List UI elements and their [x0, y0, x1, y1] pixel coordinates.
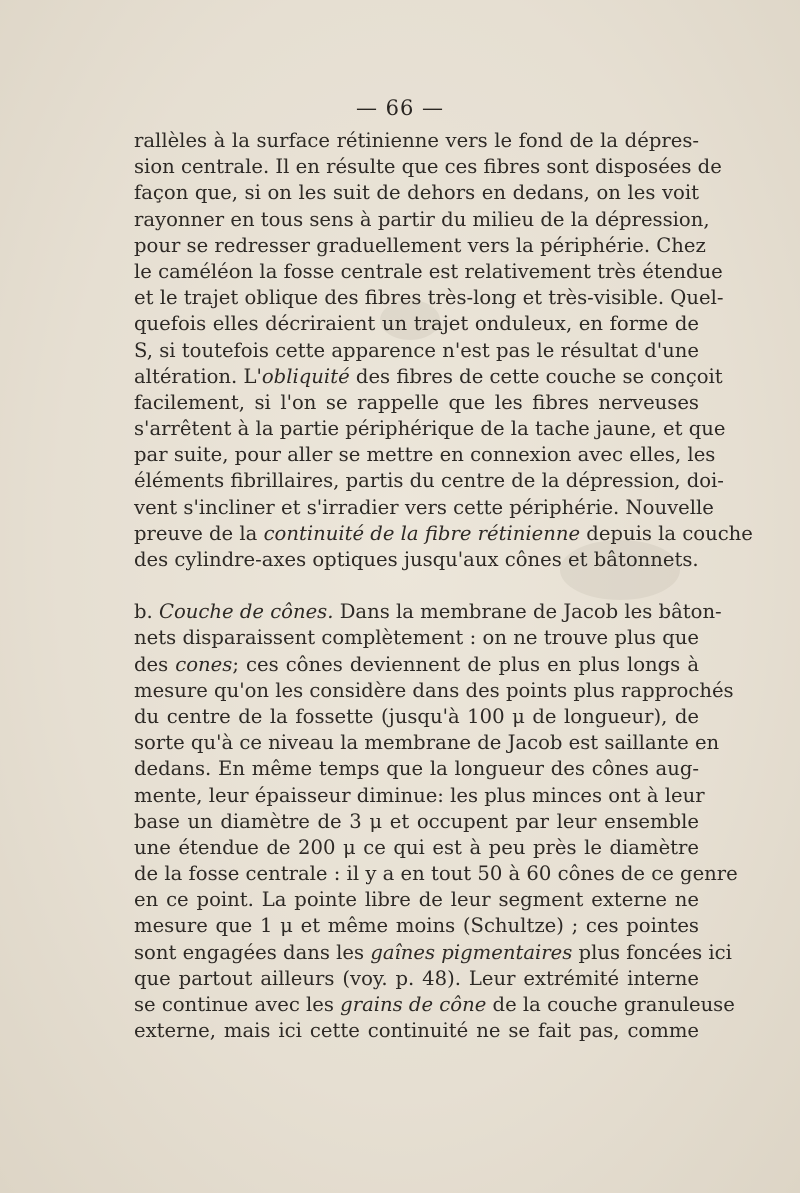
text-line: facilement, si l'on se rappelle que les fibres nerveuses	[134, 390, 699, 414]
text-line: éléments fibrillaires, partis du centre de la dépression, doi-	[134, 469, 724, 493]
body-text	[134, 128, 753, 1044]
text-line: dedans. En même temps que la longueur des cônes aug-	[134, 757, 699, 781]
text-line: pour se redresser graduellement vers la périphérie. Chez	[134, 233, 706, 257]
italic-term: cones	[175, 652, 233, 676]
text-line: nets disparaissent complètement : on ne trouve plus que	[134, 626, 699, 650]
page-number: — 66 —	[355, 96, 445, 120]
text-segment: altération. L'	[134, 364, 262, 388]
italic-term: continuité de la fibre rétinienne	[263, 521, 581, 545]
italic-term: grains de cône	[340, 993, 487, 1016]
text-segment: Dans la membrane de Jacob les bâton-	[333, 600, 722, 624]
text-line: vent s'incliner et s'irradier vers cette périphérie. Nouvelle	[134, 495, 714, 519]
text-segment: des fibres de cette couche se conçoit	[349, 364, 723, 388]
text-line	[134, 652, 699, 678]
text-segment: b.	[134, 600, 159, 624]
text-segment: de la couche granuleuse	[486, 993, 735, 1016]
text-line: sorte qu'à ce niveau la membrane de Jacob est saillante en	[134, 731, 720, 755]
text-line: quefois elles décriraient un trajet onduleux, en forme de	[134, 312, 699, 336]
text-line: du centre de la fossette (jusqu'à 100 μ de longueur), de	[134, 704, 699, 728]
text-line	[134, 521, 753, 547]
text-segment: preuve de la	[134, 521, 264, 545]
text-line	[134, 364, 723, 390]
section-heading: Couche de cônes.	[159, 600, 334, 624]
text-line: mesure qu'on les considère dans des points plus rapprochés	[134, 678, 734, 702]
text-segment: des	[134, 652, 176, 676]
text-segment: sont engagées dans les	[134, 940, 371, 964]
text-line: façon que, si on les suit de dehors en dedans, on les voit	[134, 181, 699, 205]
text-line: rayonner en tous sens à partir du milieu de la dépression,	[134, 207, 710, 231]
text-line: que partout ailleurs (voy. p. 48). Leur extrémité interne	[134, 966, 699, 990]
paragraph-2	[134, 599, 738, 1044]
text-line	[134, 992, 735, 1018]
text-line: base un diamètre de 3 μ et occupent par leur ensemble	[134, 809, 699, 833]
text-segment: ; ces cônes deviennent de plus en plus longs à	[232, 652, 700, 676]
paragraph-1	[134, 128, 753, 573]
text-line: externe, mais ici cette continuité ne se fait pas, comme	[134, 1019, 699, 1043]
paragraph-gap	[134, 573, 699, 599]
text-line: sion centrale. Il en résulte que ces fibres sont disposées de	[134, 155, 722, 179]
text-line: une étendue de 200 μ ce qui est à peu près le diamètre	[134, 835, 699, 859]
text-line: s'arrêtent à la partie périphérique de la tache jaune, et que	[134, 417, 726, 441]
text-line: rallèles à la surface rétinienne vers le fond de la dépres-	[134, 129, 699, 152]
text-line: des cylindre-axes optiques jusqu'aux cônes et bâtonnets.	[134, 548, 699, 571]
text-line: S, si toutefois cette apparence n'est pas le résultat d'une	[134, 338, 699, 362]
text-line	[134, 940, 732, 966]
text-line	[134, 599, 722, 625]
text-line: de la fosse centrale : il y a en tout 50 à 60 cônes de ce genre	[134, 862, 738, 886]
text-line: le caméléon la fosse centrale est relativement très étendue	[134, 259, 723, 283]
text-segment: depuis la couche	[580, 521, 753, 545]
text-line: et le trajet oblique des fibres très-long et très-visible. Quel-	[134, 286, 724, 310]
text-line: par suite, pour aller se mettre en connexion avec elles, les	[134, 443, 716, 467]
text-segment: plus foncées ici	[572, 940, 732, 964]
text-line: en ce point. La pointe libre de leur segment externe ne	[134, 888, 699, 912]
text-line: mesure que 1 μ et même moins (Schultze) ; ces pointes	[134, 914, 699, 938]
italic-term: gaînes pigmentaires	[370, 940, 573, 964]
italic-term: obliquité	[261, 364, 350, 388]
text-line: mente, leur épaisseur diminue: les plus minces ont à leur	[134, 783, 705, 807]
text-segment: se continue avec les	[134, 993, 341, 1016]
